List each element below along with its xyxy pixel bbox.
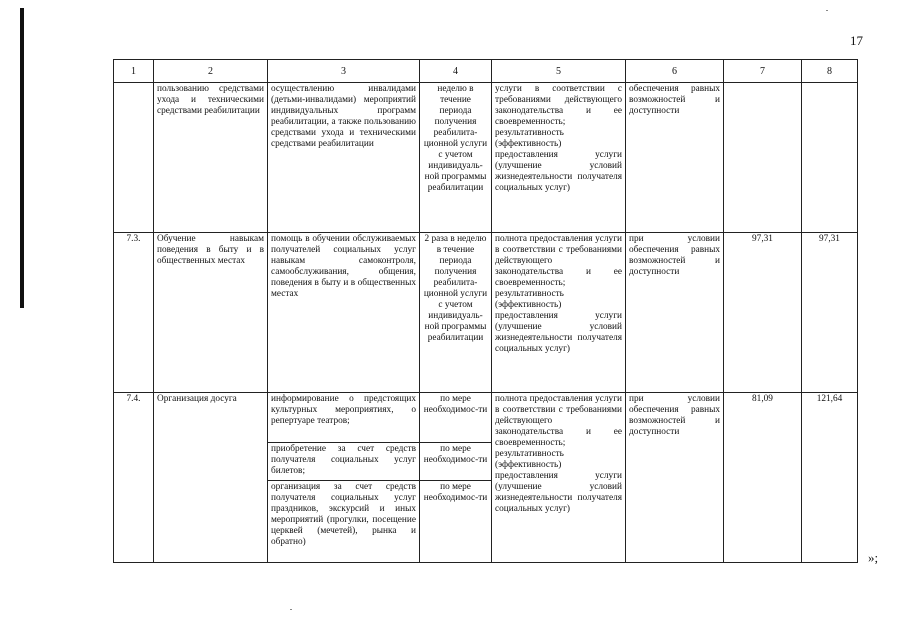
table-row: [114, 233, 858, 393]
service-name-cell: Организация досуга: [154, 393, 268, 563]
header-cell: 7: [724, 60, 802, 83]
header-cell: 6: [626, 60, 724, 83]
quality-indicators-cell: услуги в соответствии с требованиями действующего законодательства и ее своевременность; результативность (эффективность) предоставления услуги (улучшение условий жизнедеятельности получателя социальных услуг): [492, 83, 626, 233]
header-cell: 2: [154, 60, 268, 83]
service-name-cell: пользованию средствами ухода и техническими средствами реабилитации: [154, 83, 268, 233]
value-col7-cell: [724, 83, 802, 233]
service-description-cell: организация за счет средств получателя социальных услуг праздников, экскурсий и иных мероприятий (прогулки, посещение церквей (мечетей), рынка и обратно): [268, 481, 420, 563]
table-row: [114, 393, 858, 443]
table-row: [114, 83, 858, 233]
row-number-cell: 7.3.: [114, 233, 154, 393]
service-description-cell: осуществлению инвалидами (детьми-инвалидами) мероприятий индивидуальных программ реабилитации, а также пользованию средствами ухода и техническими средствами реабилитации: [268, 83, 420, 233]
quality-indicators-cell: полнота предоставления услуги в соответствии с требованиями действующего законодательства и ее своевременность; результативность (эффективность) предоставления услуги (улучшение условий жизнедеятельности получателя социальных услуг): [492, 233, 626, 393]
scan-speck: [826, 10, 828, 11]
service-description-cell: приобретение за счет средств получателя социальных услуг билетов;: [268, 443, 420, 481]
header-cell: 8: [802, 60, 858, 83]
header-cell: 3: [268, 60, 420, 83]
value-col7-cell: 97,31: [724, 233, 802, 393]
closing-quote-mark: »;: [868, 550, 879, 565]
value-col8-cell: 97,31: [802, 233, 858, 393]
service-period-cell: 2 раза в неделю в течение периода получения реабилита-ционной услуги с учетом индивидуаль-ной программы реабилитации: [420, 233, 492, 393]
header-row: [114, 60, 858, 83]
service-period-cell: по мере необходимос-ти: [420, 393, 492, 443]
value-col7-cell: 81,09: [724, 393, 802, 563]
service-name-cell: Обучение навыкам поведения в быту и в общественных местах: [154, 233, 268, 393]
header-cell: 1: [114, 60, 154, 83]
page-number: 17: [850, 33, 863, 48]
value-col8-cell: [802, 83, 858, 233]
service-description-cell: помощь в обучении обслуживаемых получателей социальных услуг навыкам самоконтроля, самообслуживания, общения, поведения в быту и в общественных местах: [268, 233, 420, 393]
row-number-cell: [114, 83, 154, 233]
quality-indicators-cell: полнота предоставления услуги в соответствии с требованиями действующего законодательства и ее своевременность; результативность (эффективность) предоставления услуги (улучшение условий жизнедеятельности получателя социальных услуг): [492, 393, 626, 563]
service-period-cell: по мере необходимос-ти: [420, 481, 492, 563]
service-period-cell: неделю в течение периода получения реабилита-ционной услуги с учетом индивидуаль-ной программы реабилитации: [420, 83, 492, 233]
service-period-cell: по мере необходимос-ти: [420, 443, 492, 481]
header-cell: 4: [420, 60, 492, 83]
header-cell: 5: [492, 60, 626, 83]
binder-margin-line: [20, 8, 24, 308]
service-description-cell: информирование о предстоящих культурных мероприятиях, о репертуаре театров;: [268, 393, 420, 443]
scan-speck: [290, 609, 292, 610]
conditions-cell: при условии обеспечения равных возможностей и доступности: [626, 393, 724, 563]
conditions-cell: обеспечения равных возможностей и доступности: [626, 83, 724, 233]
value-col8-cell: 121,64: [802, 393, 858, 563]
conditions-cell: при условии обеспечения равных возможностей и доступности: [626, 233, 724, 393]
row-number-cell: 7.4.: [114, 393, 154, 563]
services-table: [113, 59, 858, 563]
